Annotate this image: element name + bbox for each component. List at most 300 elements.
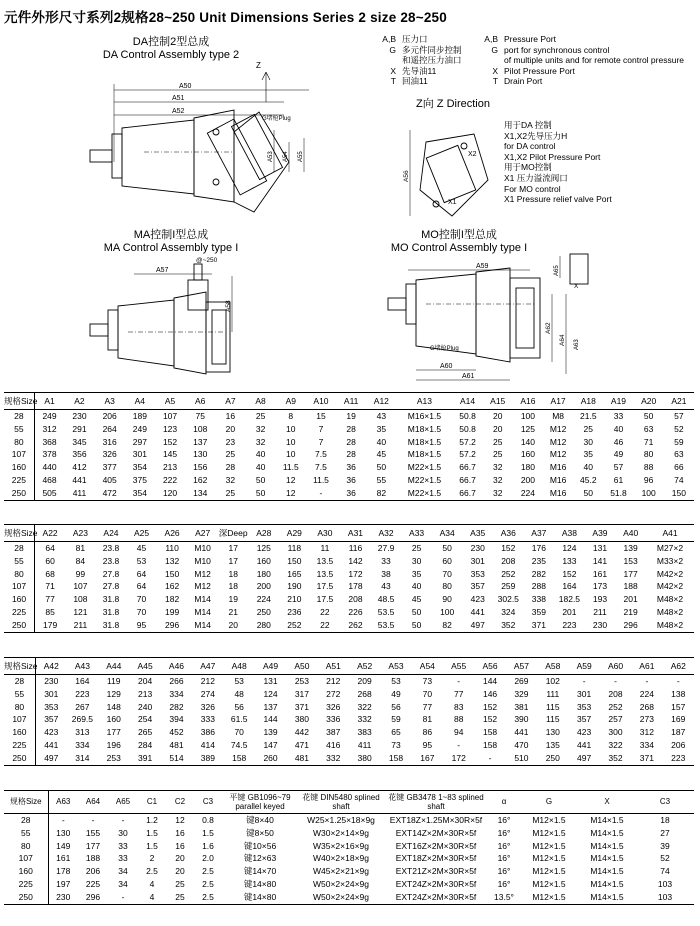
value-cell: M14 — [187, 619, 218, 632]
value-cell: 322 — [608, 739, 623, 750]
mo-assembly-drawing — [380, 254, 590, 384]
value-cell: 34 — [118, 878, 128, 889]
value-cell: - — [306, 487, 336, 500]
value-cell: 250 — [256, 606, 271, 617]
value-cell: 53 — [391, 676, 401, 686]
value-cell: M14 — [194, 606, 211, 617]
value-cell: 13.5 — [316, 568, 334, 579]
value-cell: M14×1.5 — [590, 853, 624, 864]
value-cell: 352 — [600, 752, 631, 765]
value-cell: 212 — [326, 676, 341, 686]
value-cell: 8 — [288, 411, 294, 421]
value-cell: 441 — [514, 727, 529, 738]
value-cell: 119 — [106, 676, 121, 686]
value-cell: 211 — [593, 606, 607, 617]
column-header: A62 — [663, 658, 694, 675]
value-cell: M16 — [549, 462, 567, 473]
size-cell: 107 — [4, 852, 48, 865]
column-header: 规格Size — [4, 393, 34, 410]
value-cell: 383 — [357, 727, 372, 738]
value-cell: M14 — [194, 594, 211, 605]
value-cell: 10 — [286, 436, 296, 447]
value-cell: 32 — [255, 436, 266, 447]
value-cell: 66.7 — [459, 462, 476, 473]
value-cell: 147 — [263, 739, 278, 750]
value-cell: 61.5 — [230, 714, 248, 725]
label-a60: A60 — [440, 363, 453, 370]
value-cell: 470 — [514, 739, 529, 750]
table-row — [4, 487, 694, 500]
value-cell: 27 — [660, 827, 670, 838]
size-cell: 55 — [4, 555, 35, 568]
value-cell: 32 — [492, 474, 503, 485]
value-cell: 230 — [470, 543, 485, 553]
value-cell: 7 — [318, 436, 324, 447]
column-header: A33 — [401, 525, 432, 542]
value-cell: 82 — [432, 619, 463, 632]
label-g-plug: G堵枪Plug — [262, 116, 291, 122]
value-cell: 206 — [671, 739, 686, 750]
ma-assembly-drawing — [84, 254, 284, 384]
value-cell: 230 — [585, 619, 616, 632]
value-cell: 30 — [118, 827, 128, 838]
value-cell: 94 — [453, 727, 464, 738]
value-cell: 411 — [64, 487, 94, 500]
column-header: A53 — [380, 658, 411, 675]
value-cell: 354 — [125, 487, 155, 500]
value-cell: 200 — [256, 581, 271, 592]
value-cell: 380 — [349, 752, 380, 765]
value-cell: - — [645, 676, 649, 686]
value-cell: 27.8 — [102, 581, 120, 592]
ma-heading-en: MA Control Assembly type I — [103, 242, 239, 254]
value-cell: 414 — [200, 739, 215, 750]
value-cell: 268 — [639, 701, 654, 712]
label-x: X — [574, 283, 579, 290]
value-cell: 297 — [132, 436, 147, 447]
column-header: A26 — [157, 525, 188, 542]
value-cell: 77 — [453, 688, 464, 699]
value-cell: 124 — [562, 543, 577, 553]
legend-value-cn: 压力口 — [402, 34, 428, 44]
value-cell: 52 — [660, 853, 670, 864]
value-cell: 316 — [102, 436, 117, 447]
value-cell: M18×1.5 — [407, 436, 442, 447]
value-cell: 208 — [348, 594, 363, 605]
value-cell: 514 — [161, 752, 192, 765]
value-cell: 333 — [200, 714, 215, 725]
value-cell: 108 — [193, 423, 208, 434]
value-cell: 50 — [411, 606, 422, 617]
value-cell: M12×1.5 — [520, 891, 578, 904]
value-cell: 键14×70 — [243, 866, 277, 877]
value-cell: 394 — [169, 714, 184, 725]
column-header: A12 — [366, 393, 396, 410]
table-row — [4, 891, 694, 904]
value-cell: 40 — [583, 462, 594, 473]
z-desc-line: X1 Pressure relief valve Port — [504, 194, 612, 205]
value-cell: 20 — [225, 423, 236, 434]
value-cell: 71 — [643, 436, 654, 447]
value-cell: EXT18Z×1.25M×30R×5f — [389, 815, 483, 825]
value-cell: 371 — [524, 619, 555, 632]
value-cell: 180 — [520, 462, 535, 473]
value-cell: 50.8 — [459, 411, 476, 421]
table-row — [4, 555, 694, 568]
value-cell: 45.2 — [580, 474, 597, 485]
value-cell: 145 — [162, 449, 178, 460]
value-cell: 302.5 — [497, 594, 519, 605]
value-cell: 187 — [671, 727, 686, 738]
column-header: 花键 DIN5480 splined shaft — [298, 791, 384, 814]
value-cell: 2.5 — [202, 866, 214, 877]
da-heading-en: DA Control Assembly type 2 — [102, 49, 240, 61]
value-cell: 390 — [514, 714, 529, 725]
value-cell: 66 — [674, 462, 684, 473]
value-cell: 326 — [102, 449, 117, 460]
value-cell: 354 — [132, 462, 147, 473]
value-cell: 21.5 — [580, 411, 597, 421]
value-cell: 230 — [48, 891, 78, 904]
value-cell: 36 — [336, 487, 366, 500]
value-cell: 134 — [185, 487, 215, 500]
value-cell: 77 — [45, 594, 55, 605]
value-cell: 165 — [287, 568, 302, 579]
value-cell: 423 — [577, 727, 592, 738]
value-cell: 50 — [442, 543, 452, 553]
value-cell: M48×2 — [646, 619, 694, 632]
legend-key-en: X — [492, 65, 498, 76]
mo-heading-en: MO Control Assembly type I — [390, 242, 528, 254]
value-cell: 301 — [44, 688, 59, 699]
value-cell: 63 — [674, 449, 684, 460]
value-cell: 键8×50 — [246, 827, 274, 838]
table-row — [4, 739, 694, 752]
column-header: A65 — [108, 791, 138, 814]
value-cell: M18×1.5 — [407, 449, 442, 460]
value-cell: 18 — [660, 815, 670, 825]
value-cell: 18 — [228, 568, 238, 579]
value-cell: 25 — [583, 423, 594, 434]
value-cell: 199 — [165, 606, 180, 617]
z-desc-line: X1,X2 Pilot Pressure Port — [504, 151, 601, 162]
value-cell: 158 — [482, 727, 498, 738]
label-a52: A52 — [172, 108, 185, 115]
value-cell: 442 — [294, 727, 309, 738]
value-cell: 223 — [554, 619, 585, 632]
value-cell: 206 — [85, 866, 101, 877]
value-cell: 10 — [286, 423, 296, 434]
value-cell: 33 — [118, 853, 128, 864]
value-cell: 441 — [577, 739, 592, 750]
value-cell: 53 — [136, 555, 147, 566]
da-heading — [86, 36, 256, 62]
value-cell: 16° — [497, 840, 511, 851]
value-cell: 57.2 — [459, 449, 476, 460]
column-header: A40 — [615, 525, 646, 542]
column-header: A61 — [631, 658, 662, 675]
label-a55: A55 — [298, 151, 304, 162]
size-cell: 160 — [4, 461, 34, 474]
value-cell: W25×1.25×18×9g — [307, 815, 375, 825]
value-cell: M8 — [552, 411, 564, 421]
value-cell: 25 — [225, 449, 236, 460]
value-cell: 161 — [592, 568, 608, 579]
value-cell: 481 — [169, 739, 184, 750]
value-cell: 164 — [75, 676, 90, 686]
value-cell: 332 — [318, 752, 349, 765]
size-cell: 28 — [4, 542, 35, 555]
value-cell: 35 — [583, 449, 594, 460]
value-cell: 296 — [78, 891, 108, 904]
column-header: A58 — [537, 658, 568, 675]
value-cell: 55 — [376, 474, 387, 485]
legend-value-en: of multiple units and for remote control pressure — [504, 55, 685, 65]
value-cell: M14×1.5 — [590, 866, 624, 877]
value-cell: 121 — [73, 606, 88, 617]
value-cell: 368 — [42, 436, 57, 447]
size-cell: 55 — [4, 827, 48, 840]
column-header: A37 — [524, 525, 555, 542]
size-cell: 225 — [4, 878, 48, 891]
legend-row — [370, 34, 684, 45]
value-cell: 键14×80 — [243, 878, 277, 889]
table-row — [4, 568, 694, 581]
table-row — [4, 814, 694, 827]
value-cell: 312 — [42, 423, 57, 434]
value-cell: 296 — [615, 619, 646, 632]
value-cell: 180 — [256, 568, 271, 579]
value-cell: 88 — [643, 462, 654, 473]
value-cell: 40 — [255, 449, 266, 460]
value-cell: EXT24Z×2M×30R×5f — [384, 891, 488, 904]
value-cell: 95 — [126, 619, 157, 632]
value-cell: - — [474, 752, 505, 765]
value-cell: M12×1.5 — [532, 853, 566, 864]
value-cell: 16 — [175, 827, 185, 838]
label-a50: A50 — [179, 83, 192, 90]
value-cell: 152 — [501, 543, 516, 553]
value-cell: 301 — [132, 449, 147, 460]
value-cell: 2.5 — [194, 891, 222, 904]
column-header: A9 — [276, 393, 306, 410]
table-row — [4, 713, 694, 726]
value-cell: 64 — [136, 568, 147, 579]
z-desc-line: For MO control — [504, 183, 561, 194]
value-cell: M42×2 — [656, 581, 684, 592]
value-cell: 13.5° — [488, 891, 520, 904]
label-a63: A63 — [574, 339, 580, 350]
dimension-table-a42-a62 — [4, 657, 694, 766]
size-cell: 80 — [4, 840, 48, 853]
value-cell: 353 — [470, 568, 485, 579]
value-cell: 64 — [136, 581, 147, 592]
value-cell: 125 — [520, 423, 535, 434]
value-cell: M12 — [549, 423, 567, 434]
value-cell: 83 — [453, 701, 464, 712]
z-desc-line: 用于DA 控制 — [504, 120, 552, 130]
z-direction-drawing — [396, 120, 500, 224]
value-cell: 2 — [149, 853, 155, 864]
value-cell: 505 — [34, 487, 64, 500]
value-cell: 20 — [175, 853, 185, 864]
value-cell: 152 — [562, 568, 577, 579]
value-cell: 208 — [608, 688, 623, 699]
value-cell: M14×1.5 — [590, 827, 624, 838]
value-cell: 40 — [255, 462, 266, 473]
size-cell: 160 — [4, 593, 35, 606]
page-title: 元件外形尺寸系列2规格28~250 Unit Dimensions Series 2 size 28~250 — [4, 10, 447, 25]
size-cell: 28 — [4, 410, 34, 423]
value-cell: 209 — [357, 676, 372, 686]
value-cell: 284 — [138, 739, 153, 750]
value-cell: W45×2×21×9g — [312, 866, 369, 877]
value-cell: 387 — [326, 727, 341, 738]
value-cell: 4 — [149, 878, 155, 889]
dimension-table-a22-a41 — [4, 524, 694, 633]
value-cell: - — [108, 891, 138, 904]
value-cell: 34 — [118, 866, 128, 877]
value-cell: W40×2×18×9g — [312, 853, 369, 864]
value-cell: 312 — [639, 727, 654, 738]
value-cell: 123 — [162, 423, 178, 434]
legend-value-en: port for synchronous control — [504, 44, 610, 55]
table-row — [4, 726, 694, 739]
value-cell: 262 — [340, 619, 371, 632]
value-cell: 16° — [497, 815, 511, 825]
value-cell: 152 — [162, 436, 178, 447]
value-cell: 30 — [411, 555, 422, 566]
size-cell: 80 — [4, 701, 35, 714]
value-cell: 200 — [520, 474, 535, 485]
value-cell: 50 — [573, 487, 603, 500]
value-cell: 173 — [592, 581, 608, 592]
value-cell: 257 — [608, 714, 623, 725]
value-cell: 274 — [200, 688, 215, 699]
value-cell: 16 — [225, 411, 236, 421]
value-cell: 18 — [228, 581, 238, 592]
value-cell: 90 — [442, 594, 452, 605]
value-cell: 11.5 — [313, 474, 329, 485]
value-cell: - — [676, 676, 680, 686]
value-cell: EXT21Z×2M×30R×5f — [395, 866, 477, 877]
z-desc-line: X1,X2先导压力H — [504, 130, 568, 141]
column-header: A64 — [78, 791, 108, 814]
value-cell: 63 — [643, 423, 654, 434]
column-header: A32 — [371, 525, 402, 542]
value-cell: 162 — [193, 474, 208, 485]
value-cell: W35×2×16×9g — [312, 840, 369, 851]
value-cell: 317 — [294, 688, 309, 699]
label-a53: A53 — [268, 151, 274, 162]
value-cell: 356 — [72, 449, 87, 460]
legend-key-en — [484, 55, 504, 66]
value-cell: 50 — [643, 411, 654, 421]
value-cell: 39 — [660, 840, 670, 851]
port-legend — [370, 34, 684, 87]
column-header: A27 — [187, 525, 218, 542]
value-cell: 357 — [470, 581, 485, 592]
table-row — [4, 675, 694, 688]
da-assembly-drawing — [84, 62, 354, 222]
legend-key-cn: G — [389, 44, 396, 55]
column-header: A21 — [664, 393, 694, 410]
table-header-row — [4, 525, 694, 542]
value-cell: 139 — [623, 543, 638, 553]
table-row — [4, 542, 694, 555]
value-cell: 172 — [443, 752, 474, 765]
value-cell: 201 — [623, 594, 638, 605]
value-cell: 210 — [287, 594, 302, 605]
value-cell: 120 — [155, 487, 185, 500]
value-cell: 49 — [613, 449, 624, 460]
value-cell: 103 — [657, 878, 673, 889]
value-cell: 172 — [348, 568, 363, 579]
value-cell: W50×2×24×9g — [312, 878, 369, 889]
value-cell: 125 — [256, 543, 271, 553]
value-cell: 70 — [442, 568, 452, 579]
value-cell: 1.6 — [202, 840, 214, 851]
value-cell: 405 — [102, 474, 117, 485]
label-a56: A56 — [403, 170, 410, 182]
value-cell: M18×1.5 — [407, 423, 442, 434]
column-header: 深Deep — [218, 525, 249, 542]
value-cell: M14×1.5 — [590, 878, 624, 889]
column-header: X — [578, 791, 636, 814]
legend-value-cn: 先导油11 — [402, 65, 437, 76]
value-cell: 497 — [568, 752, 599, 765]
value-cell: M16×1.5 — [407, 411, 442, 421]
value-cell: 334 — [75, 739, 90, 750]
value-cell: 144 — [482, 676, 498, 686]
value-cell: 189 — [132, 411, 147, 421]
label-a58: A58 — [225, 300, 232, 312]
value-cell: 27.9 — [377, 543, 395, 553]
value-cell: 68 — [45, 568, 55, 579]
value-cell: 212 — [200, 676, 215, 686]
value-cell: 206 — [102, 411, 117, 421]
value-cell: 236 — [287, 606, 302, 617]
value-cell: 371 — [294, 701, 309, 712]
value-cell: 213 — [138, 688, 153, 699]
value-cell: 70 — [422, 688, 433, 699]
value-cell: M22×1.5 — [407, 462, 442, 473]
value-cell: 49 — [391, 688, 401, 699]
value-cell: 149 — [56, 840, 71, 851]
value-cell: 28 — [346, 436, 356, 447]
value-cell: 65 — [391, 727, 401, 738]
value-cell: 259 — [501, 581, 516, 592]
value-cell: 73 — [422, 676, 433, 686]
column-header: A11 — [336, 393, 366, 410]
size-cell: 250 — [4, 487, 34, 500]
value-cell: 53 — [234, 676, 244, 686]
value-cell: 31.8 — [102, 606, 120, 617]
value-cell: 84 — [75, 555, 86, 566]
value-cell: 57 — [674, 411, 684, 421]
value-cell: 224 — [639, 688, 654, 699]
value-cell: 240 — [138, 701, 153, 712]
value-cell: 15 — [316, 411, 326, 421]
value-cell: 296 — [157, 619, 188, 632]
table-row — [4, 752, 694, 765]
column-header: A17 — [543, 393, 573, 410]
value-cell: 99 — [75, 568, 86, 579]
value-cell: 472 — [95, 487, 125, 500]
value-cell: 179 — [35, 619, 66, 632]
table-row — [4, 436, 694, 449]
value-cell: 20 — [492, 411, 503, 421]
